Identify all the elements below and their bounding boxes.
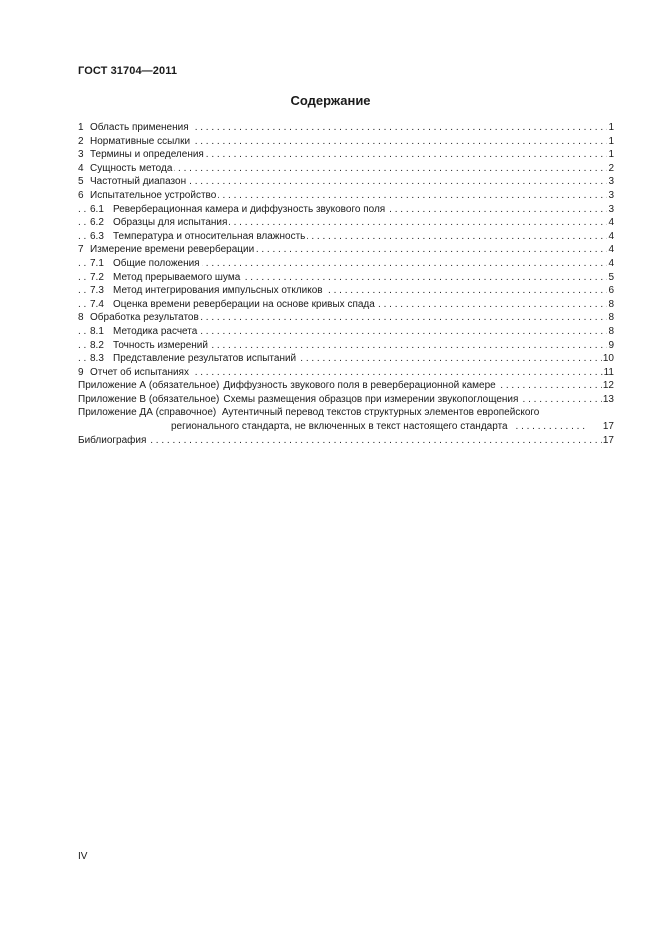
toc-entry-6[interactable] — [78, 189, 614, 203]
toc-entry-label: Точность измерений — [113, 339, 208, 351]
toc-entry-number: 7.4 — [90, 298, 104, 310]
toc-entry-page: 4 — [608, 230, 614, 242]
toc-entry-label: Диффузность звукового поля в реверберационной камере — [223, 380, 496, 392]
toc-entry-page: 10 — [602, 353, 614, 365]
toc-entry-number: 6 — [78, 189, 84, 201]
toc-entry-appendix-a[interactable] — [78, 379, 614, 393]
toc-entry-label: Обработка результатов — [90, 312, 199, 324]
toc-entry-6-2[interactable] — [78, 216, 614, 230]
toc-entry-label: Аутентичный перевод текстов структурных элементов европейского — [221, 407, 540, 419]
toc-entry-page: 4 — [608, 257, 614, 269]
toc-entry-number: 8.1 — [90, 325, 104, 337]
toc-entry-label: Область применения — [90, 122, 189, 133]
toc-entry-label: Частотный диапазон — [90, 176, 187, 188]
toc-entry-number: Приложение В (обязательное) — [78, 393, 220, 405]
toc-entry-page: 17 — [600, 420, 614, 434]
toc-entry-label: Реверберационная камера и диффузность звукового поля — [113, 203, 386, 215]
toc-entry-label: Общие положения — [113, 257, 200, 269]
toc-entry-page: 3 — [608, 189, 614, 201]
toc-entry-number: 8.2 — [90, 339, 104, 351]
toc-entry-page: 5 — [608, 271, 614, 283]
toc-entry-page: 4 — [608, 244, 614, 256]
toc-entry-page: 3 — [608, 176, 614, 188]
toc-entry-8[interactable] — [78, 311, 614, 325]
toc-entry-6-1[interactable] — [78, 203, 614, 217]
toc-entry-number: 8.3 — [90, 353, 104, 365]
toc-entry-page: 1 — [608, 149, 614, 161]
toc-entry-1[interactable] — [78, 121, 614, 135]
toc-entry-8-1[interactable] — [78, 325, 614, 339]
toc-title: Содержание — [290, 93, 371, 108]
toc-entry-label: Представление результатов испытаний — [113, 353, 297, 365]
toc-entry-number: Приложение ДА (справочное) — [78, 407, 217, 419]
toc-entry-5[interactable] — [78, 175, 614, 189]
toc-entry-page: 8 — [608, 298, 614, 310]
toc-entry-label: Температура и относительная влажность — [113, 230, 306, 242]
dot-leader — [78, 434, 614, 448]
toc-entry-7-1[interactable] — [78, 257, 614, 271]
toc-entry-label: Библиография — [78, 434, 147, 446]
toc-entry-number: 5 — [78, 176, 84, 188]
toc-entry-page: 13 — [602, 393, 614, 405]
toc-entry-appendix-b[interactable] — [78, 393, 614, 407]
toc-entry-page: 12 — [602, 380, 614, 392]
toc-entry-number: 6.1 — [90, 203, 104, 215]
toc-entry-number: 2 — [78, 135, 84, 147]
toc-entry-2[interactable] — [78, 135, 614, 149]
toc-entry-8-2[interactable] — [78, 339, 614, 353]
toc-entry-number: 6.2 — [90, 217, 104, 229]
toc-entry-bibliography[interactable] — [78, 434, 614, 448]
toc-entry-page: 6 — [608, 285, 614, 297]
toc-entry-number: 1 — [78, 122, 84, 133]
toc-entry-label: Методика расчета — [113, 325, 198, 337]
toc-entry-3[interactable] — [78, 148, 614, 162]
toc-entry-label: Метод интегрирования импульсных откликов — [113, 285, 323, 297]
toc-entry-page: 9 — [608, 339, 614, 351]
toc-entry-page: 17 — [602, 434, 614, 446]
document-header: ГОСТ 31704—2011 — [78, 65, 178, 77]
toc-entry-7-2[interactable] — [78, 271, 614, 285]
toc-entry-7[interactable] — [78, 243, 614, 257]
toc-entry-7-3[interactable] — [78, 284, 614, 298]
toc-entry-4[interactable] — [78, 162, 614, 176]
toc-entry-page: 8 — [608, 312, 614, 324]
toc-entry-appendix-da[interactable] — [78, 406, 614, 433]
toc-entry-page: 2 — [608, 162, 614, 174]
toc-entry-number: 8 — [78, 312, 84, 324]
toc-entry-label: Схемы размещения образцов при измерении звукопоглощения — [223, 393, 519, 405]
toc-entry-label: Измерение времени реверберации — [90, 244, 255, 256]
toc-entry-number: 9 — [78, 366, 84, 378]
toc-entry-label-continued: регионального стандарта, не включенных в текст настоящего стандарта — [171, 420, 512, 434]
toc-entry-number: Приложение А (обязательное) — [78, 380, 220, 392]
toc-entry-label: Сущность метода — [90, 162, 173, 174]
toc-entry-number: 6.3 — [90, 230, 104, 242]
toc-entry-label: Испытательное устройство — [90, 189, 217, 201]
toc-entry-page: 1 — [608, 135, 614, 147]
toc-entry-number: 3 — [78, 149, 84, 161]
page-number: IV — [78, 851, 88, 862]
toc-entry-label: Оценка времени реверберации на основе кривых спада — [113, 298, 375, 310]
toc-entry-page: 11 — [603, 366, 614, 378]
toc-entry-label: Термины и определения — [90, 149, 204, 161]
toc-entry-7-4[interactable] — [78, 298, 614, 312]
toc-entry-page: 8 — [608, 325, 614, 337]
toc-entry-number: 7.3 — [90, 285, 104, 297]
toc-entry-label: Метод прерываемого шума — [113, 271, 241, 283]
toc-entry-number: 7.2 — [90, 271, 104, 283]
toc-entry-6-3[interactable] — [78, 230, 614, 244]
table-of-contents — [78, 121, 614, 447]
toc-entry-8-3[interactable] — [78, 352, 614, 366]
toc-entry-number: 7 — [78, 244, 84, 256]
toc-entry-label: Отчет об испытаниях — [90, 366, 189, 378]
toc-entry-page: 4 — [608, 217, 614, 229]
toc-entry-number: 4 — [78, 162, 84, 174]
toc-entry-label: Нормативные ссылки — [90, 135, 191, 147]
toc-entry-number: 7.1 — [90, 257, 104, 269]
toc-entry-page: 3 — [608, 203, 614, 215]
toc-entry-page: 1 — [608, 122, 614, 133]
toc-entry-label: Образцы для испытания — [113, 217, 228, 229]
toc-entry-9[interactable] — [78, 366, 614, 380]
